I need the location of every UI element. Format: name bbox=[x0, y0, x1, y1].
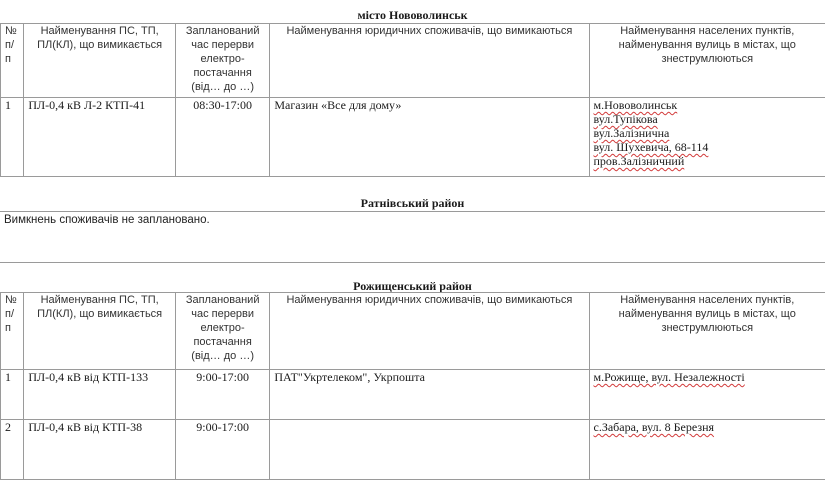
row-num: 2 bbox=[1, 420, 24, 480]
table-row bbox=[1, 98, 825, 177]
section-title-rozhyshche: Рожищенський район bbox=[0, 279, 825, 293]
row-consumers bbox=[270, 420, 589, 480]
place-item: с.Забара, вул. 8 Березня bbox=[594, 420, 822, 434]
place-item: м.Рожище, вул. Незалежності bbox=[594, 370, 822, 384]
row-places bbox=[589, 98, 825, 177]
row-places bbox=[589, 420, 825, 480]
header-line: Найменування ПС, ТП, ПЛ(КЛ), що вимикається bbox=[24, 293, 176, 370]
row-num: 1 bbox=[1, 98, 24, 177]
row-time: 9:00-17:00 bbox=[175, 420, 269, 480]
row-line: ПЛ-0,4 кВ від КТП-38 bbox=[24, 420, 176, 480]
row-places bbox=[589, 370, 825, 420]
divider bbox=[0, 211, 825, 212]
row-consumers: Магазин «Все для дому» bbox=[270, 98, 589, 177]
row-line: ПЛ-0,4 кВ від КТП-133 bbox=[24, 370, 176, 420]
header-num: № п/п bbox=[1, 24, 24, 98]
place-item: м.Нововолинськ bbox=[594, 98, 822, 112]
outage-table-rozhyshche bbox=[0, 292, 825, 480]
no-outage-note: Вимкнень споживачів не заплановано. bbox=[4, 213, 210, 227]
table-header-row bbox=[1, 293, 825, 370]
row-time: 08:30-17:00 bbox=[175, 98, 269, 177]
header-num: № п/п bbox=[1, 293, 24, 370]
row-num: 1 bbox=[1, 370, 24, 420]
row-time: 9:00-17:00 bbox=[175, 370, 269, 420]
table-row bbox=[1, 420, 825, 480]
place-item: вул.Залізнична bbox=[594, 126, 822, 140]
header-line: Найменування ПС, ТП, ПЛ(КЛ), що вимикається bbox=[24, 24, 176, 98]
header-places: Найменування населених пунктів, найменування вулиць в містах, що знеструмлюються bbox=[589, 293, 825, 370]
header-places: Найменування населених пунктів, найменування вулиць в містах, що знеструмлюються bbox=[589, 24, 825, 98]
header-time: Запланований час перерви електро-постачання (від… до …) bbox=[175, 24, 269, 98]
row-line: ПЛ-0,4 кВ Л-2 КТП-41 bbox=[24, 98, 176, 177]
table-header-row bbox=[1, 24, 825, 98]
divider bbox=[0, 262, 825, 263]
section-title-novovolynsk: місто Нововолинськ bbox=[0, 8, 825, 22]
outage-table-novovolynsk bbox=[0, 23, 825, 177]
row-consumers: ПАТ"Укртелеком", Укрпошта bbox=[270, 370, 589, 420]
place-item: вул. Шухевича, 68-114 bbox=[594, 140, 822, 154]
table-row bbox=[1, 370, 825, 420]
section-title-ratne: Ратнівський район bbox=[0, 196, 825, 210]
place-item: вул.Тупікова bbox=[594, 112, 822, 126]
header-time: Запланований час перерви електро-постачання (від… до …) bbox=[175, 293, 269, 370]
header-consumers: Найменування юридичних споживачів, що вимикаються bbox=[270, 293, 589, 370]
header-consumers: Найменування юридичних споживачів, що вимикаються bbox=[270, 24, 589, 98]
place-item: пров.Залізничний bbox=[594, 154, 822, 168]
